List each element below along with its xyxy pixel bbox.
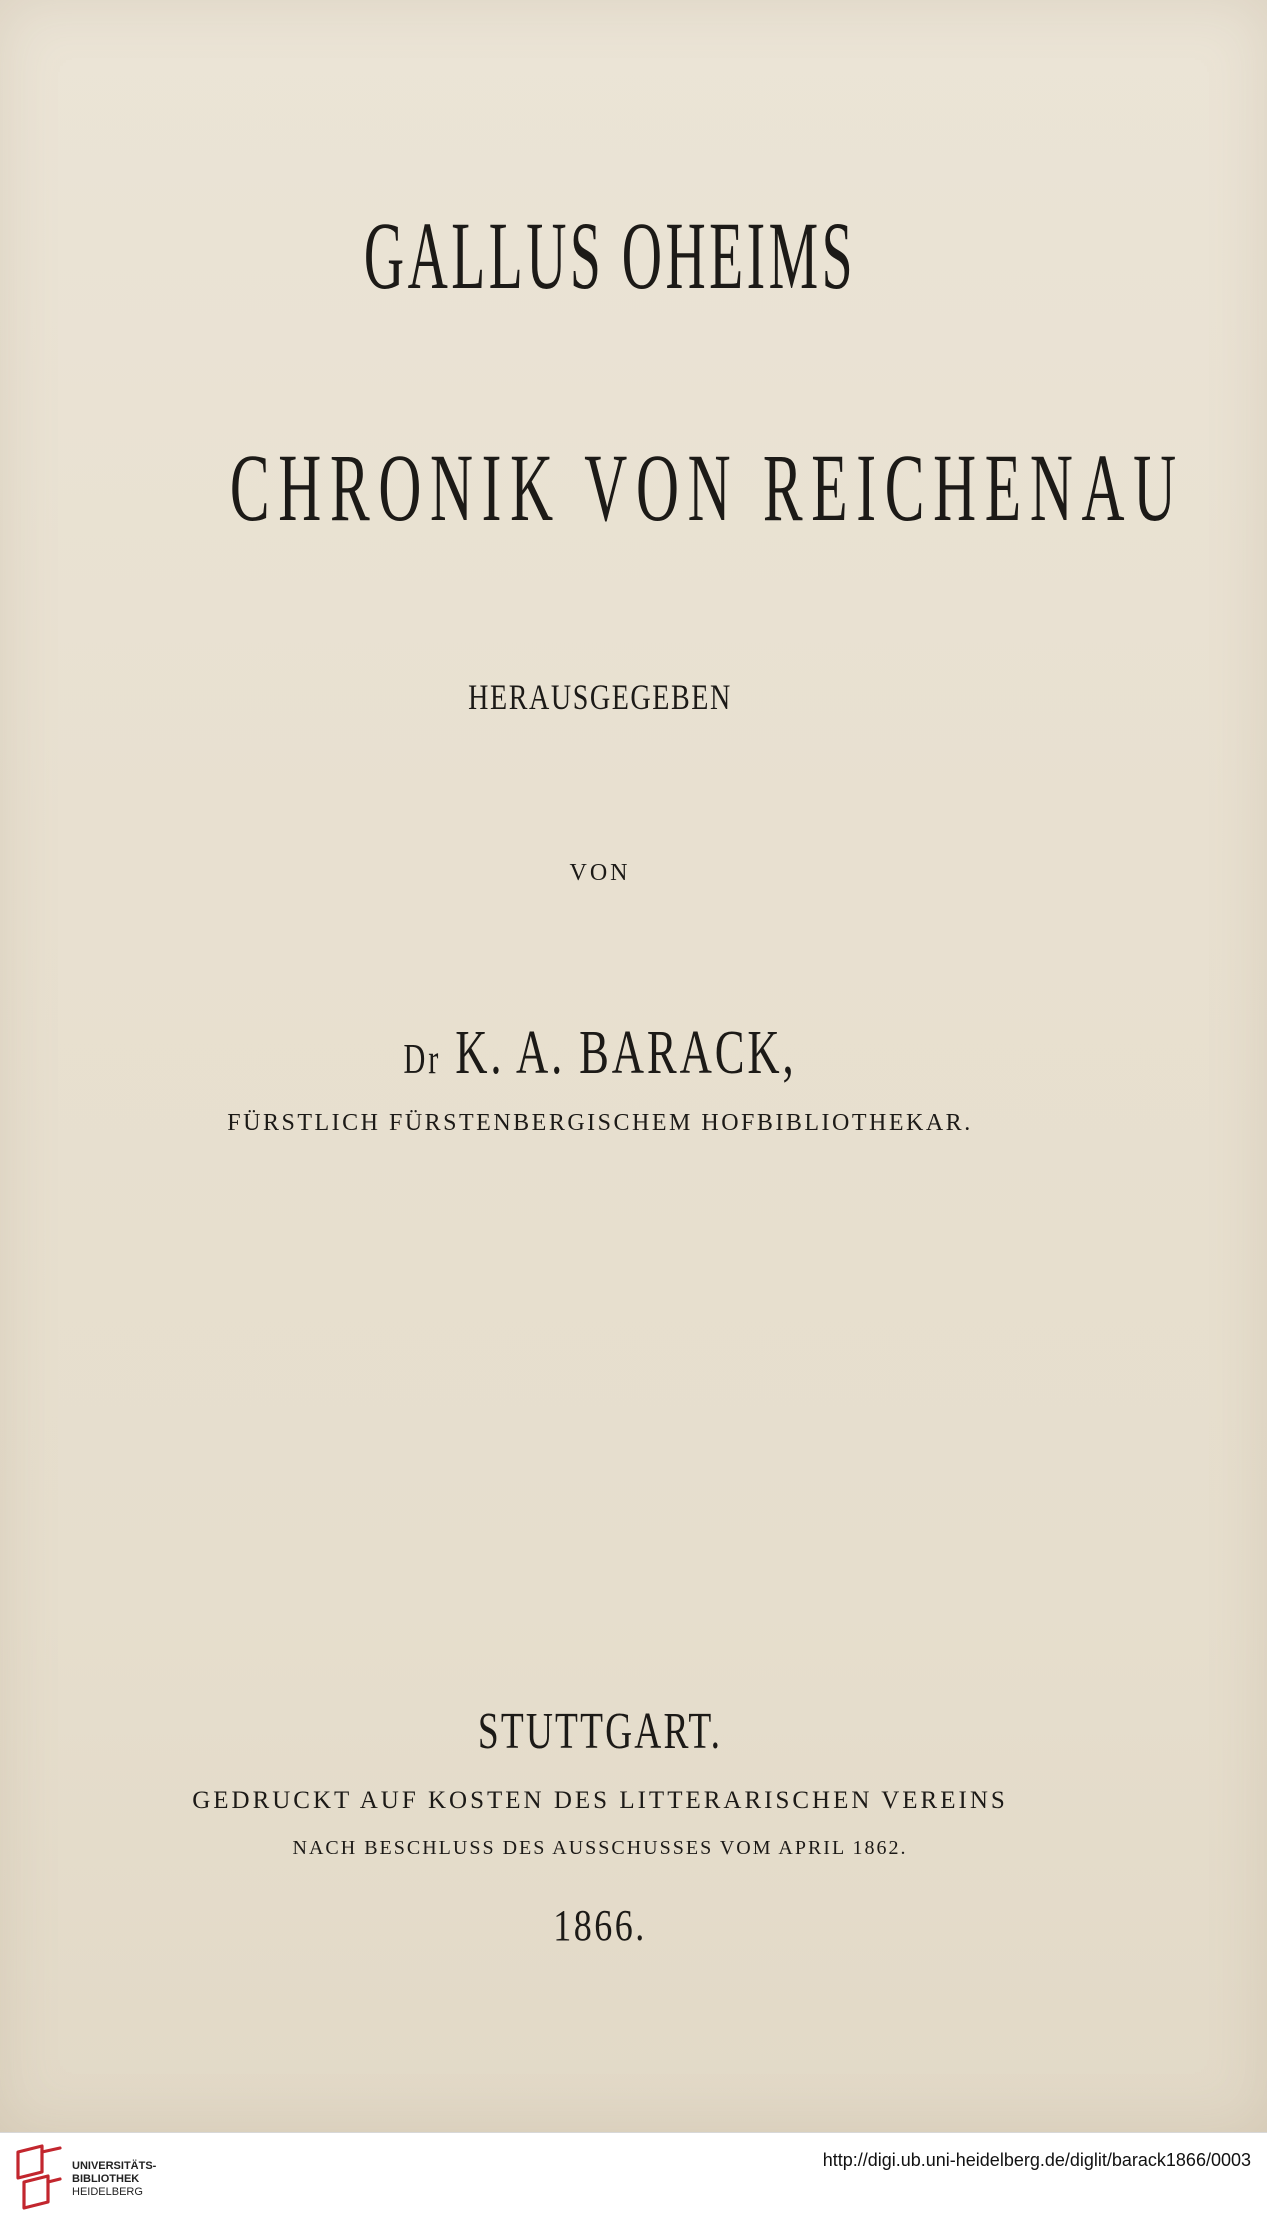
title-line-2: CHRONIK VON REICHENAU (229, 434, 1185, 541)
library-name-line3: HEIDELBERG (72, 2186, 143, 2198)
library-name-line2: BIBLIOTHEK (72, 2173, 140, 2185)
library-name (72, 2160, 156, 2199)
library-logo-icon (12, 2142, 66, 2212)
edited-label: HERAUSGEGEBEN (468, 677, 732, 717)
author-name: K. A. BARACK, (455, 1019, 797, 1087)
library-logo[interactable] (12, 2142, 182, 2212)
title-line-1: GALLUS OHEIMS (363, 202, 857, 309)
permalink-url[interactable]: http://digi.ub.uni-heidelberg.de/diglit/barack1866/0003 (822, 2150, 1251, 2170)
author-title: FÜRSTLICH FÜRSTENBERGISCHEM HOFBIBLIOTHEKAR. (227, 1110, 973, 1136)
author-prefix: Dr (403, 1037, 442, 1083)
author-line (168, 1018, 1032, 1089)
publication-year: 1866. (553, 1901, 647, 1950)
printed-for-line: GEDRUCKT AUF KOSTEN DES LITTERARISCHEN VEREINS (192, 1787, 1008, 1814)
library-name-line1: UNIVERSITÄTS- (72, 2160, 157, 2172)
by-label: VON (569, 860, 631, 886)
publication-city: STUTTGART. (477, 1703, 723, 1760)
viewer-footer (0, 2132, 1267, 2220)
decision-line: NACH BESCHLUSS DES AUSSCHUSSES VOM APRIL 1862. (292, 1837, 908, 1859)
